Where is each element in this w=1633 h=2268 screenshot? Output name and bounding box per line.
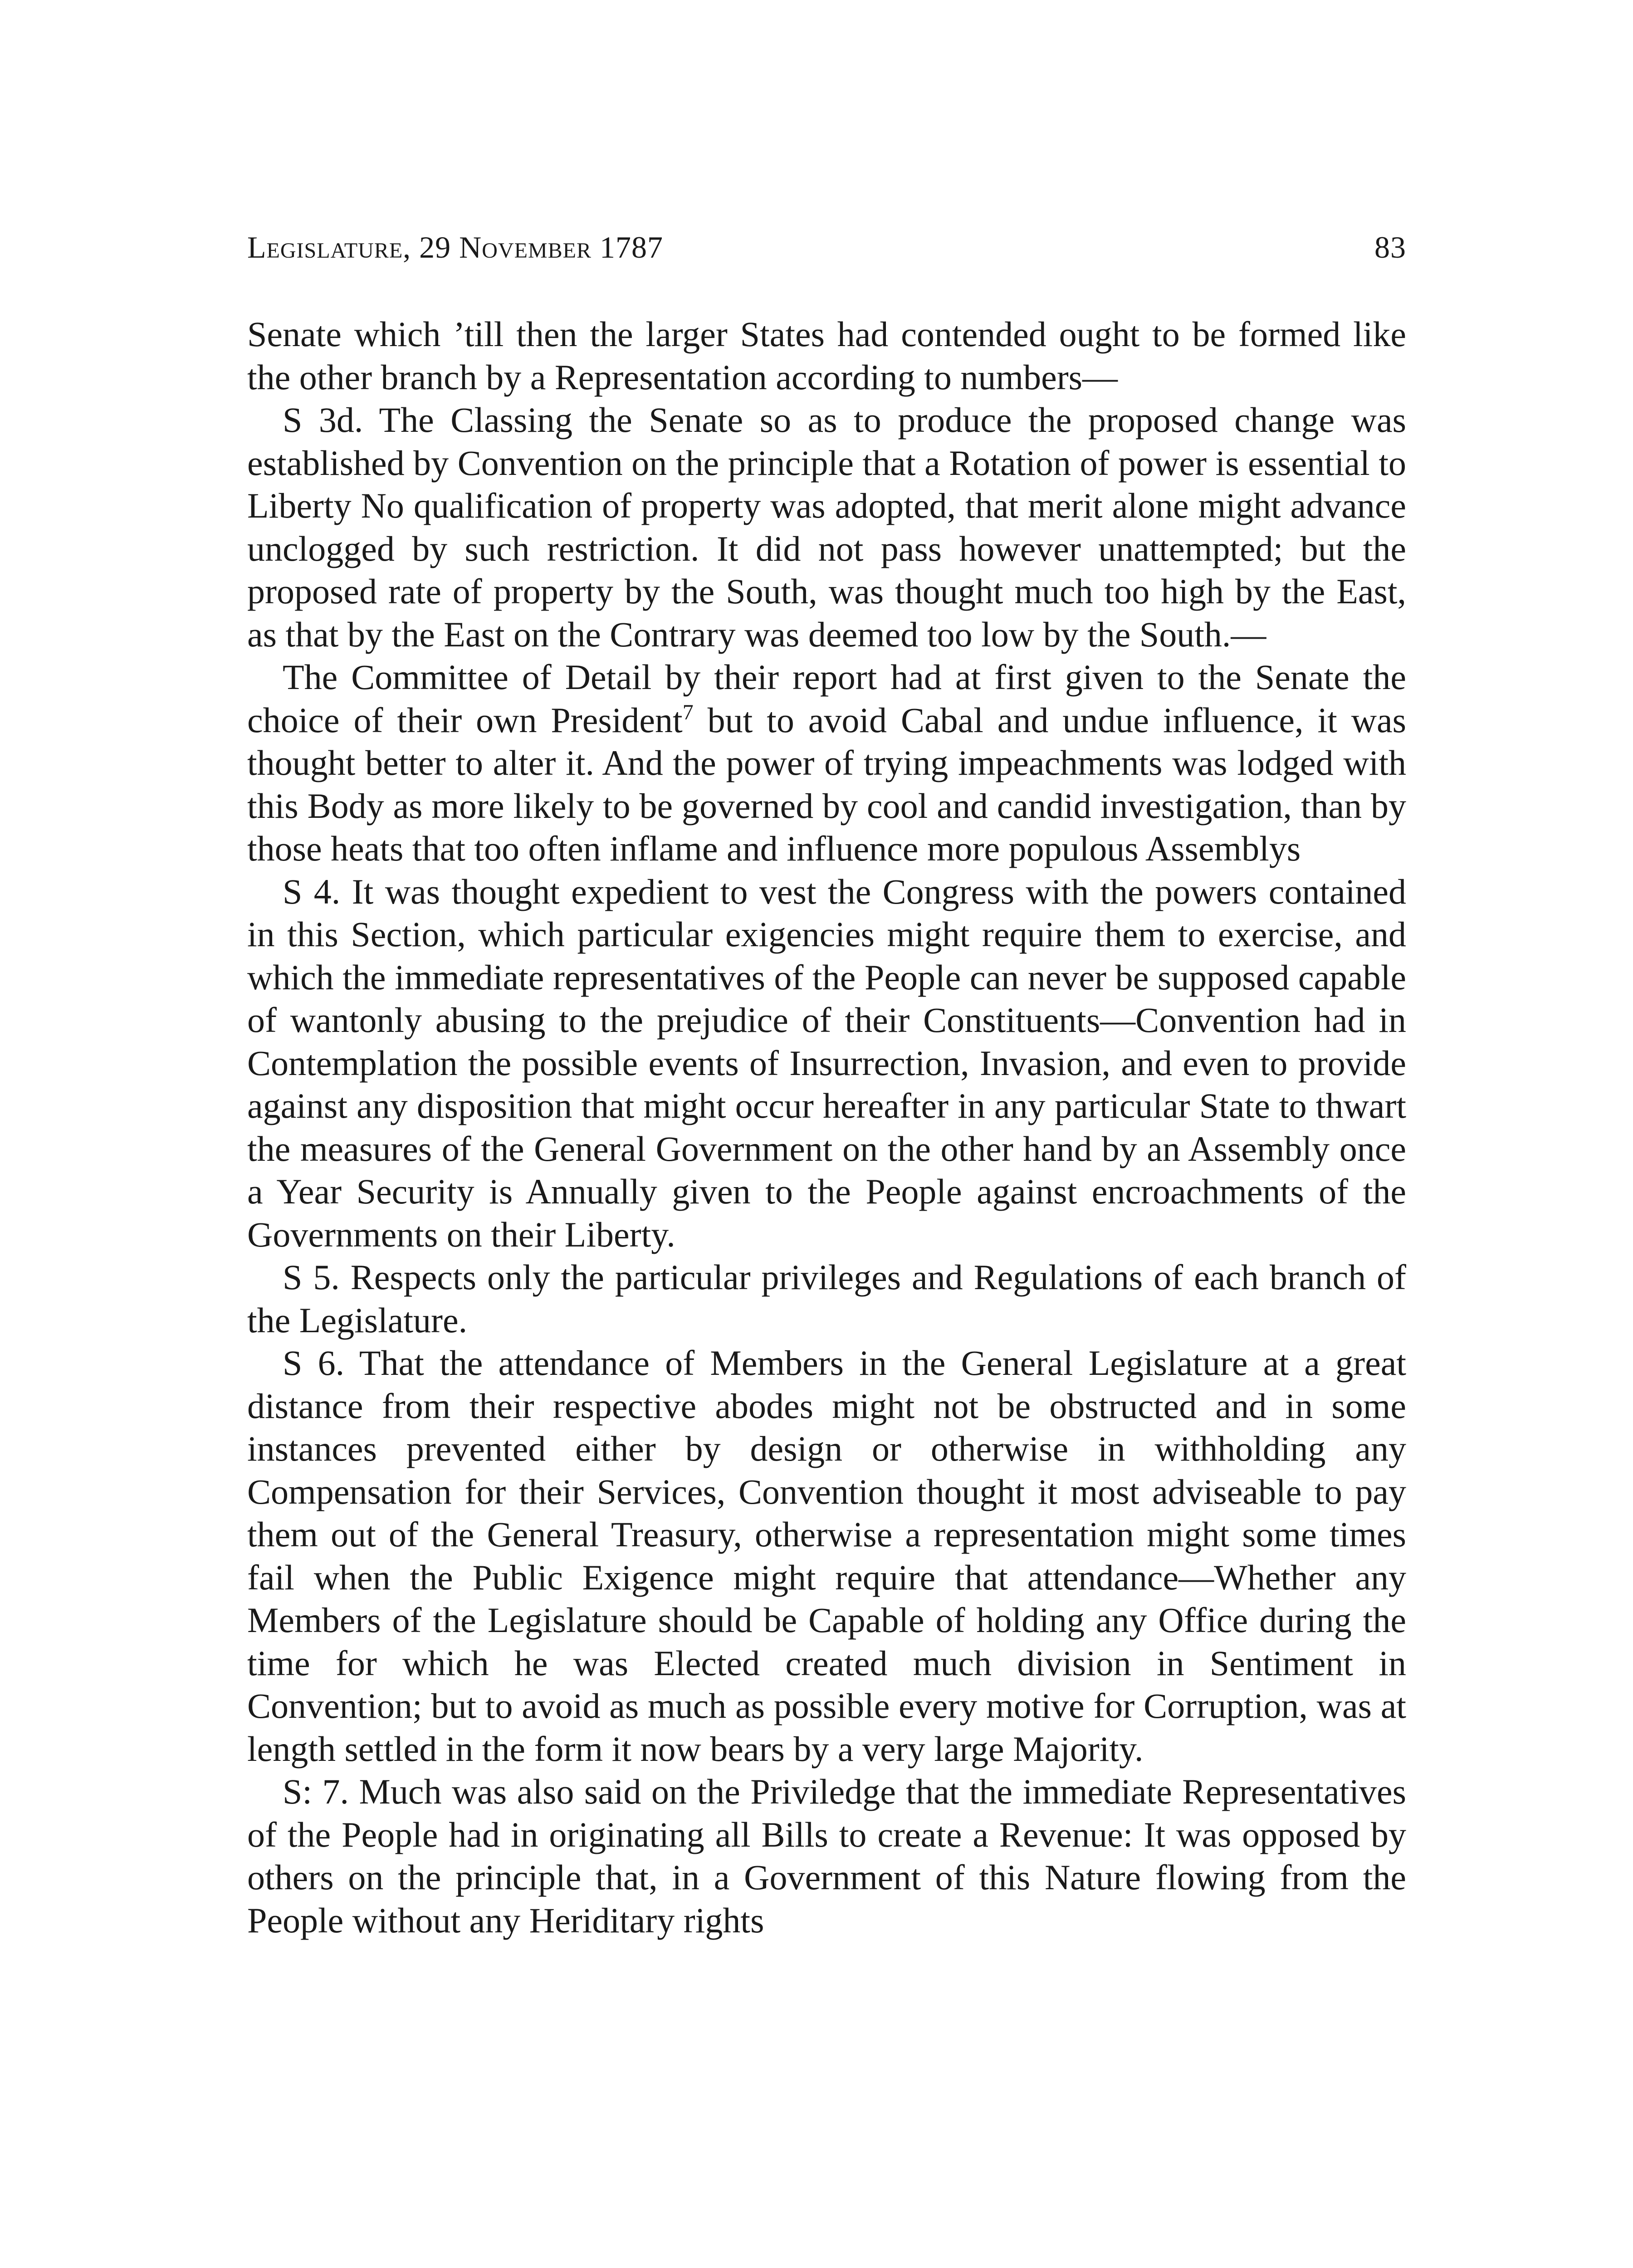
paragraph-section-6: S 6. That the attendance of Members in the General Legislature at a great distance from their respective abodes might not be obstructed and in some instances prevented either by design or otherwise in withholding any Compensation for their Services, Convention thought it most adviseable to pay them out of the General Treasury, otherwise a representation might some times fail when the Public Exigence might require that attendance—Whether any Members of the Legislature should be Capable of holding any Office during the time for which he was Elected created much division in Sentiment in Convention; but to avoid as much as possible every motive for Corruption, was at length settled in the form it now bears by a very large Majority. — [247, 1343, 1406, 1769]
paragraph-committee-of-detail — [247, 656, 1406, 870]
paragraph-section-5: S 5. Respects only the particular privileges and Regulations of each branch of the Legislature. — [247, 1257, 1406, 1340]
running-title: Legislature, 29 November 1787 — [247, 230, 663, 264]
paragraph-continued: Senate which ’till then the larger States had contended ought to be formed like the other branch by a Representation according to numbers— — [247, 314, 1406, 397]
paragraph-text-after-note: but to avoid Cabal and undue influence, it was thought better to alter it. And the power of trying impeachments was lodged with this Body as more likely to be governed by cool and candid investigation, than by those heats that too often inflame and influence more populous Assemblys — [247, 700, 1407, 868]
paragraph-section-4: S 4. It was thought expedient to vest the Congress with the powers contained in this Section, which particular exigencies might require them to exercise, and which the immediate representatives of the People can never be supposed capable of wantonly abusing to the prejudice of their Constituents—Convention had in Contemplation the possible events of Insurrection, Invasion, and even to provide against any disposition that might occur hereafter in any particular State to thwart the measures of the General Government on the other hand by an Assembly once a Year Security is Annually given to the People against encroachments of the Governments on their Liberty. — [247, 871, 1406, 1254]
footnote-marker: 7 — [682, 700, 694, 724]
body-text — [247, 313, 1406, 1942]
paragraph-section-7: S: 7. Much was also said on the Priviledge that the immediate Representatives of the People had in originating all Bills to create a Revenue: It was opposed by others on the principle that, in a Government of this Nature flowing from the People without any Heriditary rights — [247, 1772, 1406, 1940]
paragraph-section-3d: S 3d. The Classing the Senate so as to produce the proposed change was established by Convention on the principle that a Rotation of power is essential to Liberty No qualification of property was adopted, that merit alone might advance unclogged by such restriction. It did not pass however unattempted; but the proposed rate of property by the South, was thought much too high by the East, as that by the East on the Contrary was deemed too low by the South.— — [247, 400, 1406, 654]
page-number: 83 — [1374, 230, 1406, 264]
paragraph-text-before-note: The Committee of Detail by their report had at first given to the Senate the choice of their own President — [247, 657, 1406, 740]
running-head — [247, 227, 1406, 268]
